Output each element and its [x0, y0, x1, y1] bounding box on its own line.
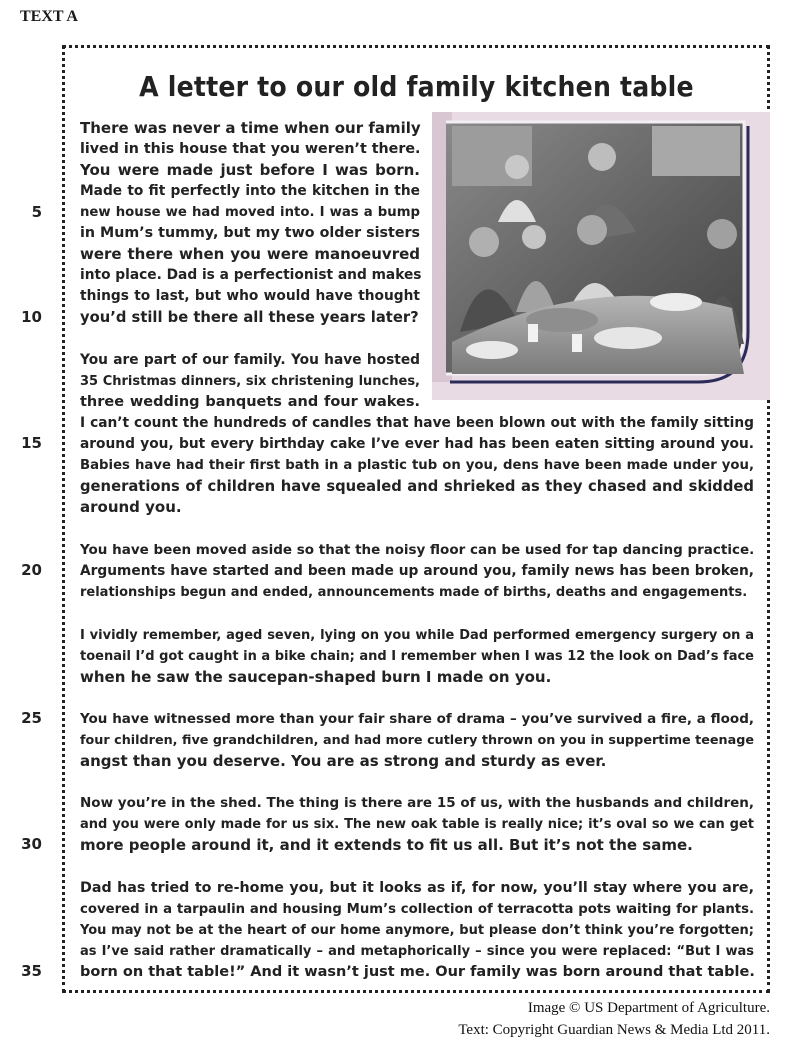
text-line: relationships begun and ended, announcements made of births, deaths and engagements.: [80, 585, 748, 600]
image-credit: Image © US Department of Agriculture.: [527, 1000, 770, 1016]
text-line: you’d still be there all these years later?: [80, 309, 419, 326]
text-line: 35 Christmas dinners, six christening lunches,: [80, 374, 420, 389]
text-line: around you, but every birthday cake I’ve ever had has been eaten sitting around you.: [80, 436, 754, 452]
paragraph-2-intro: [80, 350, 420, 413]
text-label: TEXT A: [20, 8, 78, 25]
article-title: A letter to our old family kitchen table: [139, 70, 694, 103]
text-line: three wedding banquets and four wakes.: [80, 394, 420, 410]
paragraph-1: [80, 118, 420, 328]
text-line: Babies have had their first bath in a plastic tub on you, dens have been made under you,: [80, 458, 754, 473]
paragraph-2: [80, 413, 754, 518]
line-number-20: 20: [21, 561, 42, 579]
line-number-5: 5: [31, 203, 42, 221]
text-line: born on that table!” And it wasn’t just me. Our family was born around that table.: [80, 964, 755, 980]
paragraph-5: [80, 709, 754, 772]
text-line: I can’t count the hundreds of candles that have been blown out with the family sitting: [80, 415, 754, 431]
text-line: You have witnessed more than your fair share of drama – you’ve survived a fire, a flood,: [80, 711, 754, 727]
family-kitchen-photo: [432, 112, 770, 400]
text-line: Dad has tried to re-home you, but it looks as if, for now, you’ll stay where you are,: [80, 880, 754, 896]
text-line: were there when you were manoeuvred: [80, 245, 420, 263]
text-line: You may not be at the heart of our home anymore, but please don’t think you’re forgotten;: [80, 923, 754, 938]
text-line: lived in this house that you weren’t there.: [80, 141, 421, 157]
text-line: more people around it, and it extends to fit us all. But it’s not the same.: [80, 836, 693, 854]
text-credit: Text: Copyright Guardian News & Media Ltd 2011.: [458, 1022, 770, 1038]
text-line: generations of children have squealed and shrieked as they chased and skidded: [80, 478, 754, 495]
paragraph-3: [80, 540, 754, 603]
paragraph-6: [80, 793, 754, 856]
line-number-35: 35: [21, 962, 42, 980]
text-line: and you were only made for us six. The new oak table is really nice; it’s oval so we can get: [80, 817, 754, 832]
text-line: in Mum’s tummy, but my two older sisters: [80, 225, 420, 241]
text-line: things to last, but who would have thought: [80, 288, 420, 304]
text-line: around you.: [80, 498, 182, 516]
text-line: toenail I’d got caught in a bike chain; and I remember when I was 12 the look on Dad’s face: [80, 649, 754, 664]
text-line: Now you’re in the shed. The thing is there are 15 of us, with the husbands and children,: [80, 795, 754, 811]
text-line: I vividly remember, aged seven, lying on you while Dad performed emergency surgery on a: [80, 628, 754, 643]
text-line: Arguments have started and been made up around you, family news has been broken,: [80, 563, 754, 579]
line-number-30: 30: [21, 835, 42, 853]
text-line: as I’ve said rather dramatically – and metaphorically – since you were replaced: “But I was: [80, 944, 754, 959]
text-line: You were made just before I was born.: [80, 161, 420, 179]
text-line: into place. Dad is a perfectionist and makes: [80, 267, 422, 283]
paragraph-4: [80, 625, 754, 688]
text-line: angst than you deserve. You are as strong and sturdy as ever.: [80, 752, 607, 770]
line-number-15: 15: [21, 434, 42, 452]
text-line: You are part of our family. You have hosted: [80, 352, 420, 368]
paragraph-7: [80, 878, 754, 983]
text-line: covered in a tarpaulin and housing Mum’s collection of terracotta pots waiting for plants.: [80, 902, 754, 917]
line-number-25: 25: [21, 709, 42, 727]
text-line: four children, five grandchildren, and had more cutlery thrown on you in suppertime teenage: [80, 733, 754, 748]
text-line: when he saw the saucepan-shaped burn I made on you.: [80, 668, 552, 686]
line-number-10: 10: [21, 308, 42, 326]
text-line: There was never a time when our family: [80, 119, 421, 137]
text-line: You have been moved aside so that the noisy floor can be used for tap dancing practice.: [80, 542, 755, 558]
text-line: Made to fit perfectly into the kitchen in the: [80, 183, 420, 199]
text-line: new house we had moved into. I was a bump: [80, 205, 420, 220]
